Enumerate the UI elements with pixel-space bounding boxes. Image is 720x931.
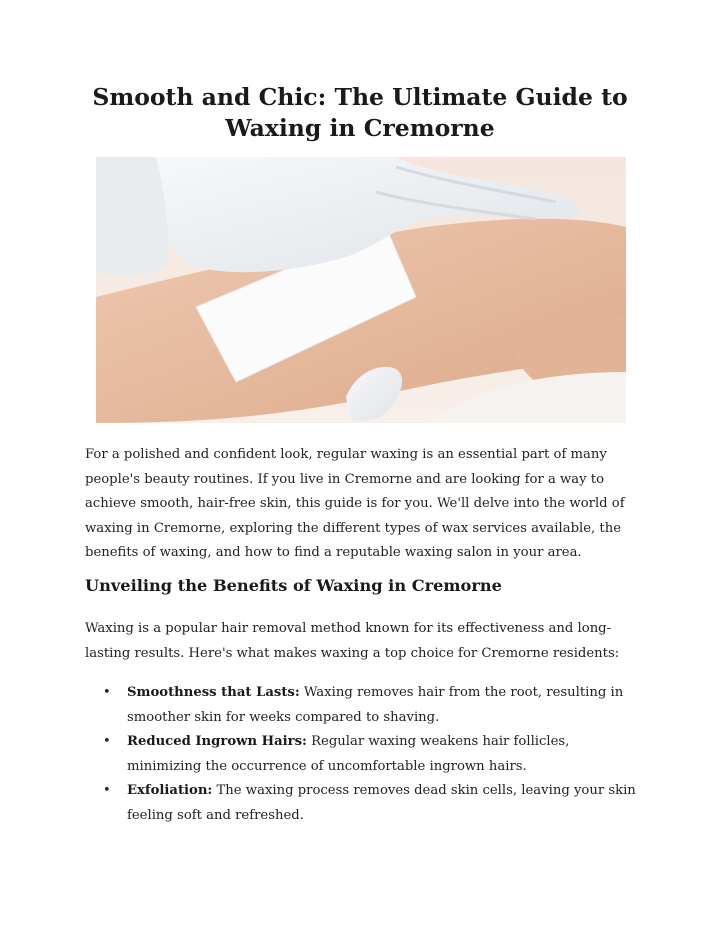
benefits-list xyxy=(85,681,645,829)
intro-paragraph: For a polished and confident look, regular waxing is an essential part of many people's beauty routines. If you live in Cremorne and are looking for a way to achieve smooth, hair-free skin, this guide is for you. We'll delve into the world of waxing in Cremorne, exploring the different types of wax services available, the benefits of waxing, and how to find a reputable waxing salon in your area. xyxy=(85,447,625,561)
bullet-term: Smoothness that Lasts: xyxy=(127,685,300,700)
hero-photo-waxing xyxy=(96,157,626,423)
section-paragraph: Waxing is a popular hair removal method known for its effectiveness and long-lasting results. Here's what makes waxing a top choice for Cremorne residents: xyxy=(85,621,620,661)
bullet-text: Regular waxing weakens hair follicles, minimizing the occurrence of uncomfortable ingrown hairs. xyxy=(127,734,570,774)
bullet-icon: • xyxy=(103,734,111,750)
waxing-illustration xyxy=(96,157,626,423)
page-title: Smooth and Chic: The Ultimate Guide to Waxing in Cremorne xyxy=(92,83,628,142)
list-item xyxy=(85,779,645,828)
list-item xyxy=(85,681,645,730)
section-heading: Unveiling the Benefits of Waxing in Cremorne xyxy=(85,576,502,595)
bullet-icon: • xyxy=(103,783,111,799)
bullet-text: The waxing process removes dead skin cells, leaving your skin feeling soft and refreshed. xyxy=(127,783,636,823)
bullet-term: Exfoliation: xyxy=(127,783,213,799)
bullet-icon: • xyxy=(103,685,111,700)
bullet-term: Reduced Ingrown Hairs: xyxy=(127,734,307,750)
bullet-text: Waxing removes hair from the root, resulting in smoother skin for weeks compared to shaving. xyxy=(127,685,624,725)
list-item xyxy=(85,730,645,779)
